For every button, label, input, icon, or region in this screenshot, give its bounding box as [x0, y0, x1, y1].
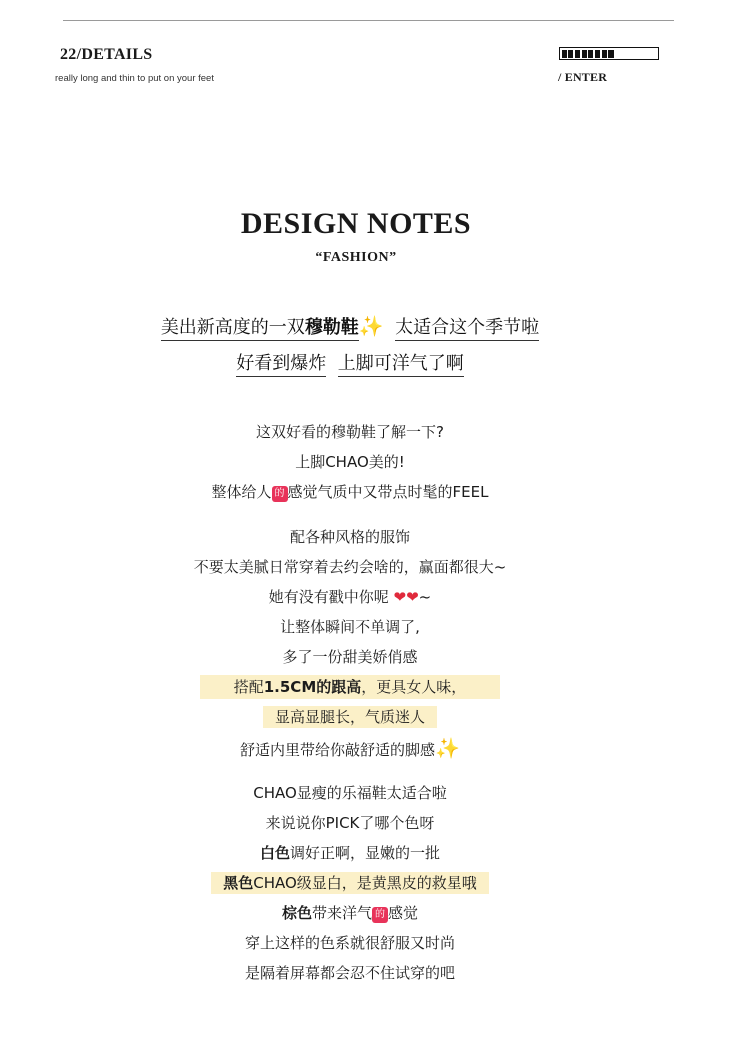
- body-line: 来说说你PICK了哪个色呀: [265, 814, 435, 832]
- body-text: 调好正啊，显嫩的一批: [290, 844, 441, 862]
- progress-bar: [559, 47, 659, 60]
- body-line: 不要太美腻日常穿着去约会啥的，赢面都很大~: [193, 558, 507, 576]
- headline-underlined: [161, 317, 359, 341]
- progress-segment: [602, 50, 607, 58]
- color-name: 白色: [259, 844, 290, 862]
- top-divider: [63, 20, 674, 21]
- progress-segment: [575, 50, 580, 58]
- progress-segment: [588, 50, 593, 58]
- body-line: CHAO显瘦的乐福鞋太适合啦: [253, 784, 447, 802]
- body-text: CHAO级显白，是黄黑皮的救星哦: [253, 874, 477, 892]
- color-name: 棕色: [281, 904, 312, 922]
- enter-link[interactable]: / ENTER: [558, 70, 608, 84]
- body-line: 多了一份甜美娇俏感: [282, 648, 418, 666]
- body-line: [0, 586, 700, 607]
- body-line: 配各种风格的服饰: [289, 528, 410, 546]
- color-line-brown: [0, 902, 700, 923]
- highlight-line: [0, 706, 700, 727]
- heart-icon: ❤❤: [393, 588, 419, 606]
- progress-segment: [595, 50, 600, 58]
- body-text: 搭配: [233, 678, 264, 696]
- highlight-block: 显高显腿长，气质迷人: [263, 706, 437, 728]
- details-subtitle: really long and thin to put on your feet: [55, 73, 214, 84]
- body-bold: 1.5CM的跟高: [263, 678, 362, 696]
- body-text: 整体给人: [211, 483, 272, 501]
- color-name: 黑色: [223, 874, 254, 892]
- headline-line-1: [0, 313, 700, 339]
- headline-bold: 穆勒鞋: [304, 317, 359, 338]
- headline-underlined-3: 好看到爆炸: [236, 353, 326, 377]
- body-line: 让整体瞬间不单调了,: [280, 618, 420, 636]
- body-text: 舒适内里带给你敲舒适的脚感: [240, 741, 436, 759]
- progress-segment: [608, 50, 613, 58]
- progress-segment: [562, 50, 567, 58]
- color-line-black: [0, 872, 700, 893]
- sparkle-icon: ✨: [358, 314, 384, 338]
- header-left: [55, 46, 214, 84]
- body-text: ~: [418, 588, 432, 606]
- progress-segment: [582, 50, 587, 58]
- fashion-subtitle: “FASHION”: [315, 250, 397, 265]
- highlight-line: [0, 676, 700, 697]
- body-line: [0, 481, 700, 502]
- body-line: 穿上这样的色系就很舒服又时尚: [244, 934, 455, 952]
- de-badge-icon: 的: [272, 486, 288, 502]
- body-text: 带来洋气: [311, 904, 372, 922]
- body-text: 感觉气质中又带点时髦的FEEL: [287, 483, 489, 501]
- body-line: 这双好看的穆勒鞋了解一下?: [256, 423, 444, 441]
- headline-line-2: [0, 349, 700, 375]
- body-text: 她有没有戳中你呢: [268, 588, 389, 606]
- body-text: ，更具女人味，: [361, 678, 467, 696]
- highlight-block: [211, 872, 489, 894]
- body-text: 感觉: [388, 904, 419, 922]
- body-line: 上脚CHAO美的!: [295, 453, 405, 471]
- headline-text: 美出新高度的一双: [160, 317, 305, 338]
- progress-segment: [568, 50, 573, 58]
- body-line: 是隔着屏幕都会忍不住试穿的吧: [244, 964, 455, 982]
- details-title: 22/DETAILS: [60, 46, 153, 63]
- color-line-white: [0, 842, 700, 863]
- headline-underlined-2: 太适合这个季节啦: [395, 317, 539, 341]
- design-notes-title: DESIGN NOTES: [240, 207, 472, 240]
- sparkle-icon: ✨: [435, 736, 460, 760]
- highlight-block: [200, 675, 501, 699]
- de-badge-icon: 的: [372, 907, 388, 923]
- body-line: [0, 736, 700, 760]
- headline-underlined-4: 上脚可洋气了啊: [338, 353, 464, 377]
